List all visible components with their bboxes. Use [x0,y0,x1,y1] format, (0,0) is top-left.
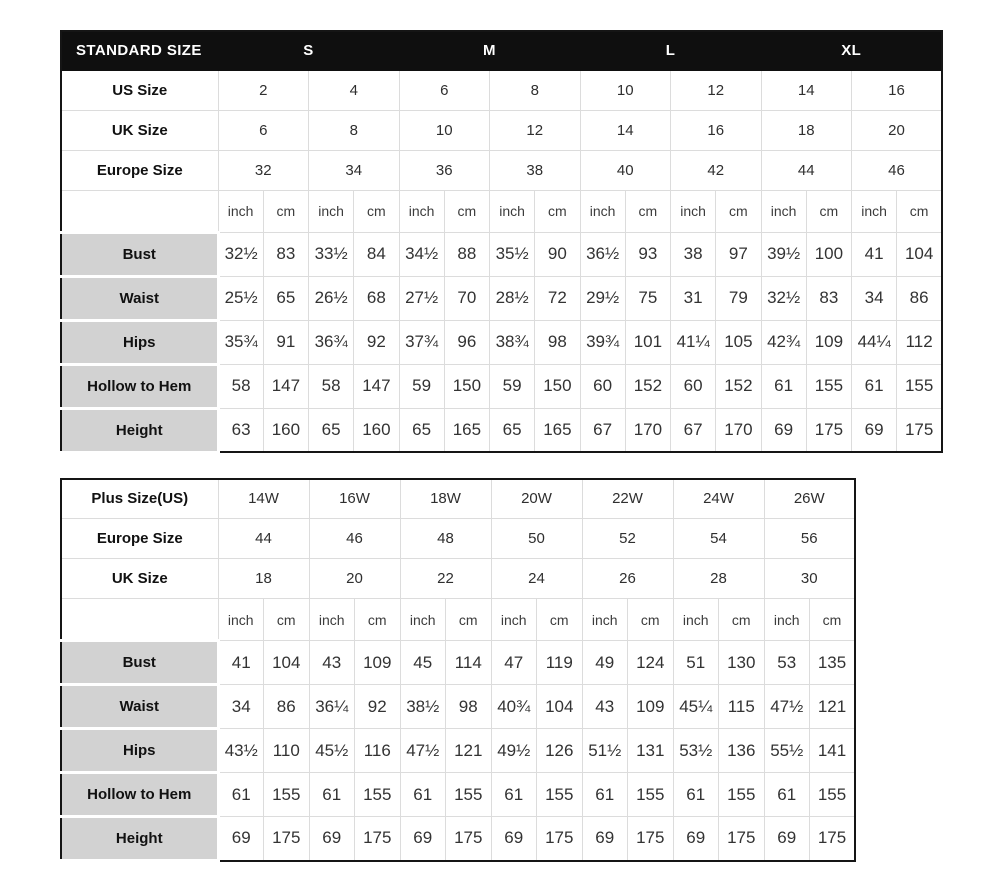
cell: 26 [582,559,673,599]
cell: 175 [264,817,310,861]
cell: 40 [580,150,671,190]
row-label: UK Size [61,559,218,599]
cell: 45½ [309,729,355,773]
cell: 175 [355,817,401,861]
cell: 110 [264,729,310,773]
row-label: Bust [61,232,218,276]
cell: 97 [716,232,761,276]
cell: cm [264,599,310,641]
cell: inch [218,599,264,641]
cell: inch [491,599,537,641]
cell: 61 [218,773,264,817]
table-row [61,31,942,70]
cell: cm [535,190,580,232]
cell: 84 [354,232,399,276]
cell: 36¾ [309,320,354,364]
cell: 96 [444,320,489,364]
cell: 28 [673,559,764,599]
cell: 6 [218,110,309,150]
standard-size-chart [60,30,943,454]
cell: 44 [218,519,309,559]
cell: 61 [309,773,355,817]
cell: 126 [537,729,583,773]
cell: 98 [535,320,580,364]
cell: 18 [218,559,309,599]
cell: 79 [716,276,761,320]
cell: 165 [535,408,580,452]
cell: 51½ [582,729,628,773]
cell: cm [628,599,674,641]
cell: 155 [537,773,583,817]
cell: inch [309,599,355,641]
cell: 27½ [399,276,444,320]
cell: 32 [218,150,309,190]
row-label: Waist [61,685,218,729]
cell: 44 [761,150,852,190]
cell: 65 [263,276,308,320]
cell: inch [309,190,354,232]
table-row [61,150,942,190]
cell: 38 [671,232,716,276]
row-label: Europe Size [61,150,218,190]
cell: 93 [625,232,670,276]
size-group-header: M [399,31,580,70]
cell: 59 [399,364,444,408]
row-label: Hollow to Hem [61,364,218,408]
cell: 75 [625,276,670,320]
cell: 43 [582,685,628,729]
cell: 170 [625,408,670,452]
cell: 32½ [218,232,263,276]
cell: 69 [582,817,628,861]
cell: 26W [764,479,855,519]
cell: 61 [673,773,719,817]
cell: 175 [806,408,851,452]
size-group-header: XL [761,31,942,70]
chart-title-cell: STANDARD SIZE [61,31,218,70]
cell: 109 [806,320,851,364]
cell: 98 [446,685,492,729]
cell: 20 [309,559,400,599]
table-row [61,817,855,861]
cell: 34½ [399,232,444,276]
cell: 155 [897,364,942,408]
cell: 109 [355,641,401,685]
row-label: Europe Size [61,519,218,559]
table-row [61,559,855,599]
cell: 6 [399,70,490,110]
cell: 61 [764,773,810,817]
cell: 155 [355,773,401,817]
cell: 48 [400,519,491,559]
cell: 36½ [580,232,625,276]
row-label: Hips [61,320,218,364]
table-row [61,276,942,320]
cell: 88 [444,232,489,276]
cell: 175 [537,817,583,861]
cell: 116 [355,729,401,773]
cell: 38¾ [490,320,535,364]
cell: 20W [491,479,582,519]
cell: inch [671,190,716,232]
table-row [61,773,855,817]
cell: cm [716,190,761,232]
cell: 29½ [580,276,625,320]
cell: 60 [580,364,625,408]
cell: cm [537,599,583,641]
cell: 150 [535,364,580,408]
cell: 155 [810,773,856,817]
cell: 72 [535,276,580,320]
cell: 31 [671,276,716,320]
plus-size-chart [60,478,856,863]
cell: 43 [309,641,355,685]
cell: 60 [671,364,716,408]
cell: inch [490,190,535,232]
cell: 147 [354,364,399,408]
table-row [61,320,942,364]
cell: inch [673,599,719,641]
cell: 44¼ [852,320,897,364]
cell: 43½ [218,729,264,773]
cell: 69 [218,817,264,861]
cell: 39¾ [580,320,625,364]
cell: inch [764,599,810,641]
cell: 136 [719,729,765,773]
cell: 86 [897,276,942,320]
cell: cm [354,190,399,232]
cell: 155 [719,773,765,817]
cell: 115 [719,685,765,729]
cell: 165 [444,408,489,452]
table-row [61,232,942,276]
cell: 34 [852,276,897,320]
cell: 83 [806,276,851,320]
cell: 69 [673,817,719,861]
cell: 70 [444,276,489,320]
cell: 100 [806,232,851,276]
size-charts-container [0,30,1000,862]
cell: 160 [354,408,399,452]
cell: 68 [354,276,399,320]
cell: 59 [490,364,535,408]
cell: 105 [716,320,761,364]
cell: 25½ [218,276,263,320]
cell: 152 [716,364,761,408]
cell: 155 [446,773,492,817]
row-label: Waist [61,276,218,320]
size-group-header: L [580,31,761,70]
cell: 2 [218,70,309,110]
row-label: US Size [61,70,218,110]
cell: 114 [446,641,492,685]
cell: 8 [309,110,400,150]
cell: 65 [490,408,535,452]
cell: 83 [263,232,308,276]
cell: 18W [400,479,491,519]
cell: 121 [810,685,856,729]
cell: 65 [399,408,444,452]
cell: cm [355,599,401,641]
cell: 14 [761,70,852,110]
cell: 28½ [490,276,535,320]
cell: 175 [897,408,942,452]
cell: 155 [806,364,851,408]
cell: 104 [264,641,310,685]
cell: 69 [761,408,806,452]
cell: 38½ [400,685,446,729]
table-row [61,729,855,773]
cell: 175 [628,817,674,861]
cell: 69 [400,817,446,861]
cell: cm [719,599,765,641]
row-label: Hollow to Hem [61,773,218,817]
cell: 61 [400,773,446,817]
cell: 47½ [764,685,810,729]
cell: 32½ [761,276,806,320]
table-row [61,599,855,641]
cell: 121 [446,729,492,773]
table-row [61,190,942,232]
cell: 51 [673,641,719,685]
cell: 37¾ [399,320,444,364]
cell: 38 [490,150,581,190]
cell: 49½ [491,729,537,773]
cell: 35¾ [218,320,263,364]
cell: 109 [628,685,674,729]
cell: 18 [761,110,852,150]
cell: 45 [400,641,446,685]
cell: 4 [309,70,400,110]
table-row [61,519,855,559]
cell: inch [582,599,628,641]
row-label: Hips [61,729,218,773]
cell: 22W [582,479,673,519]
cell: 47 [491,641,537,685]
cell: 175 [446,817,492,861]
cell: 58 [218,364,263,408]
cell: 16 [852,70,943,110]
cell: 155 [264,773,310,817]
cell: 155 [628,773,674,817]
row-label: Height [61,408,218,452]
cell: 90 [535,232,580,276]
cell: 34 [309,150,400,190]
cell: 135 [810,641,856,685]
cell: cm [897,190,942,232]
cell: 92 [355,685,401,729]
cell: 124 [628,641,674,685]
cell: inch [852,190,897,232]
cell: 104 [897,232,942,276]
cell: 53½ [673,729,719,773]
cell: 55½ [764,729,810,773]
cell: inch [400,599,446,641]
cell: 69 [309,817,355,861]
cell: 67 [671,408,716,452]
cell: 175 [810,817,856,861]
cell: 58 [309,364,354,408]
row-label: Plus Size(US) [61,479,218,519]
cell: 63 [218,408,263,452]
cell: 46 [852,150,943,190]
cell: 46 [309,519,400,559]
cell: 141 [810,729,856,773]
cell: 41 [218,641,264,685]
cell: 119 [537,641,583,685]
cell: 170 [716,408,761,452]
cell: 53 [764,641,810,685]
cell: 92 [354,320,399,364]
cell: 150 [444,364,489,408]
cell: cm [806,190,851,232]
cell: 104 [537,685,583,729]
cell: 39½ [761,232,806,276]
cell: 42¾ [761,320,806,364]
table-row [61,685,855,729]
cell: 175 [719,817,765,861]
cell: 16 [671,110,762,150]
cell: 56 [764,519,855,559]
cell: 20 [852,110,943,150]
cell: 61 [852,364,897,408]
cell: 30 [764,559,855,599]
cell: 54 [673,519,764,559]
cell: 24W [673,479,764,519]
cell: 69 [764,817,810,861]
cell: 36¼ [309,685,355,729]
cell: cm [444,190,489,232]
cell: cm [446,599,492,641]
cell: 47½ [400,729,446,773]
cell: 12 [490,110,581,150]
cell: 131 [628,729,674,773]
cell: 130 [719,641,765,685]
row-label [61,190,218,232]
cell: 52 [582,519,673,559]
cell: 35½ [490,232,535,276]
cell: 40¾ [491,685,537,729]
row-label: Bust [61,641,218,685]
cell: 36 [399,150,490,190]
cell: inch [580,190,625,232]
cell: 160 [263,408,308,452]
row-label: UK Size [61,110,218,150]
cell: 112 [897,320,942,364]
cell: 91 [263,320,308,364]
cell: 22 [400,559,491,599]
cell: 67 [580,408,625,452]
cell: 45¼ [673,685,719,729]
cell: 49 [582,641,628,685]
cell: 24 [491,559,582,599]
cell: 61 [491,773,537,817]
cell: inch [218,190,263,232]
table-row [61,364,942,408]
table-row [61,110,942,150]
table-row [61,641,855,685]
cell: 10 [580,70,671,110]
cell: 12 [671,70,762,110]
table-row [61,479,855,519]
cell: 33½ [309,232,354,276]
cell: 152 [625,364,670,408]
table-row [61,408,942,452]
cell: 61 [761,364,806,408]
cell: 26½ [309,276,354,320]
cell: 61 [582,773,628,817]
cell: inch [399,190,444,232]
cell: 42 [671,150,762,190]
cell: inch [761,190,806,232]
cell: cm [625,190,670,232]
row-label [61,599,218,641]
cell: 101 [625,320,670,364]
cell: 69 [852,408,897,452]
cell: 65 [309,408,354,452]
cell: 147 [263,364,308,408]
cell: cm [810,599,856,641]
cell: 69 [491,817,537,861]
cell: 14 [580,110,671,150]
cell: cm [263,190,308,232]
cell: 16W [309,479,400,519]
size-group-header: S [218,31,399,70]
cell: 14W [218,479,309,519]
cell: 34 [218,685,264,729]
cell: 10 [399,110,490,150]
row-label: Height [61,817,218,861]
cell: 86 [264,685,310,729]
cell: 8 [490,70,581,110]
cell: 41 [852,232,897,276]
cell: 50 [491,519,582,559]
cell: 41¼ [671,320,716,364]
table-row [61,70,942,110]
